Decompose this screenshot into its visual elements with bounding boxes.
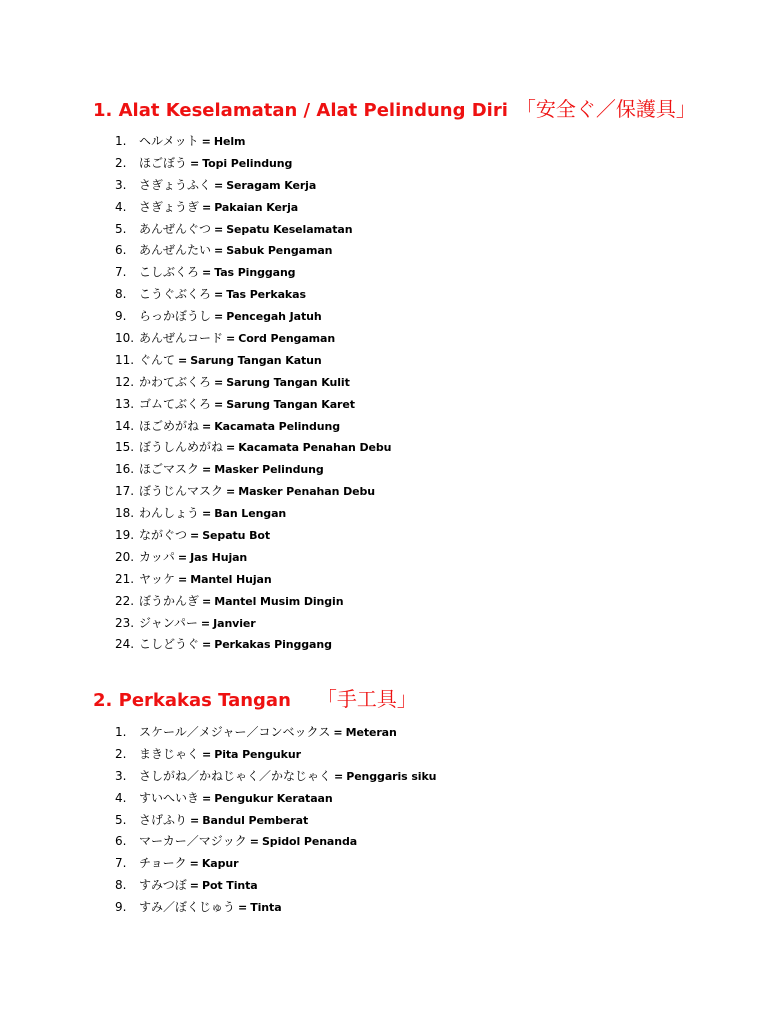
- japanese-term: らっかぼうし: [139, 309, 212, 324]
- japanese-term: ヘルメット: [139, 134, 199, 148]
- vocab-entry: [139, 197, 298, 219]
- indonesian-term: Sabuk Pengaman: [226, 244, 333, 258]
- vocab-item: [0, 481, 768, 503]
- japanese-term: かわてぶくろ: [139, 374, 212, 389]
- equals-sign: =: [226, 485, 236, 499]
- indonesian-term: Penggaris siku: [346, 769, 437, 783]
- japanese-term: さぎょうふく: [139, 177, 212, 192]
- equals-sign: =: [190, 529, 200, 543]
- japanese-term: さぎょうぎ: [139, 199, 200, 214]
- indonesian-term: Ban Lengan: [214, 507, 287, 521]
- vocab-item: [0, 744, 768, 766]
- indonesian-term: Sepatu Keselamatan: [226, 222, 353, 236]
- vocab-entry: [139, 131, 245, 153]
- vocab-entry: [139, 416, 340, 438]
- item-number: 1.: [115, 134, 127, 148]
- item-number: 16.: [115, 462, 135, 477]
- vocab-item: [0, 897, 768, 919]
- equals-sign: =: [190, 156, 200, 170]
- japanese-term: あんぜんぐつ: [139, 221, 212, 236]
- vocab-entry: [139, 853, 238, 875]
- vocab-entry: [139, 153, 292, 175]
- vocab-entry: [139, 525, 270, 547]
- vocab-item: [0, 569, 768, 591]
- equals-sign: =: [214, 288, 224, 302]
- item-number: 2.: [115, 746, 127, 761]
- indonesian-term: Pot Tinta: [201, 879, 258, 893]
- japanese-term: ヤッケ: [139, 571, 176, 586]
- item-number: 10.: [115, 331, 135, 346]
- indonesian-term: Pengukur Kerataan: [214, 791, 333, 805]
- vocab-entry: [139, 350, 322, 372]
- equals-sign: =: [249, 835, 259, 849]
- vocab-entry: [139, 394, 355, 416]
- item-number: 6.: [115, 834, 127, 849]
- vocab-entry: [139, 569, 272, 591]
- indonesian-term: Janvier: [213, 616, 256, 630]
- section-1-heading: [93, 98, 696, 122]
- indonesian-term: Kapur: [201, 857, 239, 871]
- vocab-item: [0, 503, 768, 525]
- vocab-item: [0, 437, 768, 459]
- vocab-item: [0, 459, 768, 481]
- vocab-item: [0, 284, 768, 306]
- vocab-entry: [139, 831, 357, 853]
- japanese-term: ぼうかんぎ: [139, 593, 200, 608]
- vocab-item: [0, 219, 768, 241]
- vocab-entry: [139, 722, 397, 744]
- vocab-item: [0, 262, 768, 284]
- vocab-item: [0, 350, 768, 372]
- japanese-term: ながぐつ: [139, 528, 188, 543]
- item-number: 1.: [115, 725, 127, 739]
- equals-sign: =: [214, 244, 224, 258]
- vocab-item: [0, 197, 768, 219]
- equals-sign: =: [214, 222, 224, 236]
- item-number: 7.: [115, 265, 127, 280]
- equals-sign: =: [178, 353, 188, 367]
- indonesian-term: Meteran: [345, 726, 397, 739]
- vocab-entry: [139, 875, 258, 897]
- equals-sign: =: [334, 769, 344, 783]
- equals-sign: =: [202, 747, 212, 761]
- equals-sign: =: [189, 857, 199, 871]
- indonesian-term: Jas Hujan: [190, 550, 248, 564]
- japanese-term: ぼうしんめがね: [139, 440, 224, 455]
- indonesian-term: Tinta: [250, 901, 282, 915]
- item-number: 14.: [115, 418, 135, 433]
- vocab-item: [0, 372, 768, 394]
- item-number: 23.: [115, 615, 135, 630]
- equals-sign: =: [214, 375, 224, 389]
- japanese-term: すみ／ぼくじゅう: [139, 900, 236, 915]
- item-number: 11.: [115, 352, 135, 367]
- item-number: 3.: [115, 177, 127, 192]
- vocab-item: [0, 131, 768, 153]
- equals-sign: =: [177, 550, 188, 564]
- vocab-entry: [139, 897, 282, 919]
- equals-sign: =: [214, 178, 224, 192]
- vocab-entry: [139, 547, 247, 569]
- vocab-entry: [139, 262, 295, 284]
- vocab-item: [0, 328, 768, 350]
- vocab-entry: [139, 613, 256, 635]
- indonesian-term: Sepatu Bot: [202, 529, 271, 543]
- equals-sign: =: [200, 616, 211, 630]
- indonesian-term: Topi Pelindung: [202, 156, 293, 170]
- indonesian-term: Helm: [213, 135, 246, 148]
- japanese-term: すみつぼ: [139, 878, 187, 893]
- vocab-item: [0, 175, 768, 197]
- japanese-term: こしぶくろ: [139, 265, 200, 280]
- indonesian-term: Spidol Penanda: [261, 835, 358, 849]
- item-number: 22.: [115, 593, 135, 608]
- indonesian-term: Bandul Pemberat: [202, 813, 309, 827]
- japanese-term: スケール／メジャー／コンベックス: [139, 725, 331, 739]
- indonesian-term: Kacamata Penahan Debu: [238, 441, 392, 455]
- section-2-heading: [93, 688, 417, 712]
- item-number: 18.: [115, 506, 135, 521]
- indonesian-term: Tas Pinggang: [214, 266, 296, 280]
- japanese-term: ぼうじんマスク: [139, 484, 224, 499]
- item-number: 5.: [115, 221, 127, 236]
- indonesian-term: Sarung Tangan Kulit: [226, 375, 350, 389]
- vocab-entry: [139, 481, 375, 503]
- equals-sign: =: [202, 594, 212, 608]
- vocab-item: [0, 788, 768, 810]
- vocab-entry: [139, 328, 335, 350]
- section-1-title-jp: 「安全ぐ／保護具」: [515, 97, 696, 121]
- item-number: 13.: [115, 396, 135, 411]
- vocab-item: [0, 853, 768, 875]
- vocab-entry: [139, 766, 436, 788]
- item-number: 9.: [115, 309, 127, 324]
- equals-sign: =: [202, 266, 212, 280]
- equals-sign: =: [226, 441, 236, 455]
- vocab-entry: [139, 459, 324, 481]
- japanese-term: あんぜんコード: [139, 331, 224, 346]
- item-number: 17.: [115, 484, 135, 499]
- item-number: 19.: [115, 528, 135, 543]
- indonesian-term: Sarung Tangan Karet: [226, 397, 355, 411]
- vocab-item: [0, 634, 768, 656]
- equals-sign: =: [214, 397, 224, 411]
- vocab-entry: [139, 744, 301, 766]
- equals-sign: =: [202, 419, 212, 433]
- item-number: 20.: [115, 549, 135, 564]
- item-number: 8.: [115, 878, 127, 893]
- indonesian-term: Kacamata Pelindung: [214, 419, 341, 433]
- vocab-entry: [139, 810, 308, 832]
- indonesian-term: Masker Penahan Debu: [238, 485, 375, 499]
- item-number: 15.: [115, 440, 135, 455]
- indonesian-term: Cord Pengaman: [238, 332, 336, 346]
- equals-sign: =: [202, 463, 212, 477]
- equals-sign: =: [189, 879, 199, 893]
- vocab-item: [0, 722, 768, 744]
- equals-sign: =: [178, 572, 188, 586]
- equals-sign: =: [201, 135, 211, 148]
- vocab-entry: [139, 788, 333, 810]
- section-2-title: 2. Perkakas Tangan: [93, 690, 291, 711]
- vocab-item: [0, 525, 768, 547]
- japanese-term: わんしょう: [139, 506, 200, 521]
- indonesian-term: Mantel Hujan: [190, 572, 272, 586]
- item-number: 2.: [115, 155, 127, 170]
- vocab-entry: [139, 634, 332, 656]
- vocab-item: [0, 416, 768, 438]
- indonesian-term: Sarung Tangan Katun: [190, 353, 322, 367]
- vocab-item: [0, 766, 768, 788]
- vocab-item: [0, 613, 768, 635]
- vocab-item: [0, 831, 768, 853]
- section-2-vocab-list: [0, 722, 768, 919]
- japanese-term: すいへいき: [139, 790, 200, 805]
- equals-sign: =: [214, 310, 224, 324]
- equals-sign: =: [190, 813, 200, 827]
- vocab-item: [0, 394, 768, 416]
- vocab-entry: [139, 591, 343, 613]
- section-1-title: 1. Alat Keselamatan / Alat Pelindung Diri: [93, 100, 508, 121]
- item-number: 7.: [115, 856, 127, 871]
- item-number: 4.: [115, 199, 127, 214]
- vocab-item: [0, 240, 768, 262]
- japanese-term: こうぐぶくろ: [139, 287, 212, 302]
- vocab-item: [0, 591, 768, 613]
- japanese-term: さげふり: [139, 812, 188, 827]
- vocab-item: [0, 306, 768, 328]
- vocab-entry: [139, 175, 316, 197]
- equals-sign: =: [238, 901, 248, 915]
- equals-sign: =: [333, 726, 343, 739]
- vocab-entry: [139, 437, 391, 459]
- vocab-entry: [139, 284, 306, 306]
- item-number: 9.: [115, 900, 127, 915]
- indonesian-term: Tas Perkakas: [226, 288, 306, 302]
- indonesian-term: Pakaian Kerja: [214, 200, 299, 214]
- japanese-term: さしがね／かねじゃく／かなじゃく: [139, 768, 332, 783]
- equals-sign: =: [202, 200, 212, 214]
- vocab-entry: [139, 219, 352, 241]
- item-number: 12.: [115, 374, 135, 389]
- indonesian-term: Mantel Musim Dingin: [214, 594, 344, 608]
- vocab-entry: [139, 306, 322, 328]
- item-number: 6.: [115, 243, 127, 258]
- japanese-term: チョーク: [139, 856, 187, 871]
- indonesian-term: Seragam Kerja: [226, 178, 317, 192]
- vocab-item: [0, 875, 768, 897]
- indonesian-term: Masker Pelindung: [214, 463, 324, 477]
- vocab-item: [0, 547, 768, 569]
- section-1-vocab-list: [0, 131, 768, 656]
- item-number: 5.: [115, 812, 127, 827]
- japanese-term: ゴムてぶくろ: [139, 396, 212, 411]
- equals-sign: =: [202, 638, 212, 652]
- japanese-term: こしどうぐ: [139, 637, 200, 652]
- equals-sign: =: [226, 332, 236, 346]
- item-number: 21.: [115, 571, 135, 586]
- vocab-entry: [139, 240, 332, 262]
- japanese-term: マーカー／マジック: [139, 834, 247, 849]
- vocab-item: [0, 153, 768, 175]
- japanese-term: ほごぼう: [139, 155, 188, 170]
- item-number: 8.: [115, 287, 127, 302]
- indonesian-term: Pita Pengukur: [214, 747, 301, 761]
- vocab-item: [0, 810, 768, 832]
- japanese-term: ほごマスク: [139, 462, 200, 477]
- japanese-term: あんぜんたい: [139, 243, 212, 258]
- japanese-term: カッパ: [139, 549, 175, 564]
- japanese-term: ぐんて: [139, 352, 176, 367]
- indonesian-term: Pencegah Jatuh: [226, 310, 322, 324]
- item-number: 3.: [115, 768, 127, 783]
- item-number: 4.: [115, 790, 127, 805]
- section-2-title-jp: 「手工具」: [316, 687, 417, 711]
- vocab-entry: [139, 503, 286, 525]
- equals-sign: =: [202, 507, 212, 521]
- japanese-term: まきじゃく: [139, 746, 200, 761]
- japanese-term: ほごめがね: [139, 418, 200, 433]
- item-number: 24.: [115, 637, 135, 652]
- indonesian-term: Perkakas Pinggang: [214, 638, 332, 652]
- vocab-entry: [139, 372, 350, 394]
- japanese-term: ジャンパー: [139, 615, 198, 630]
- equals-sign: =: [202, 791, 212, 805]
